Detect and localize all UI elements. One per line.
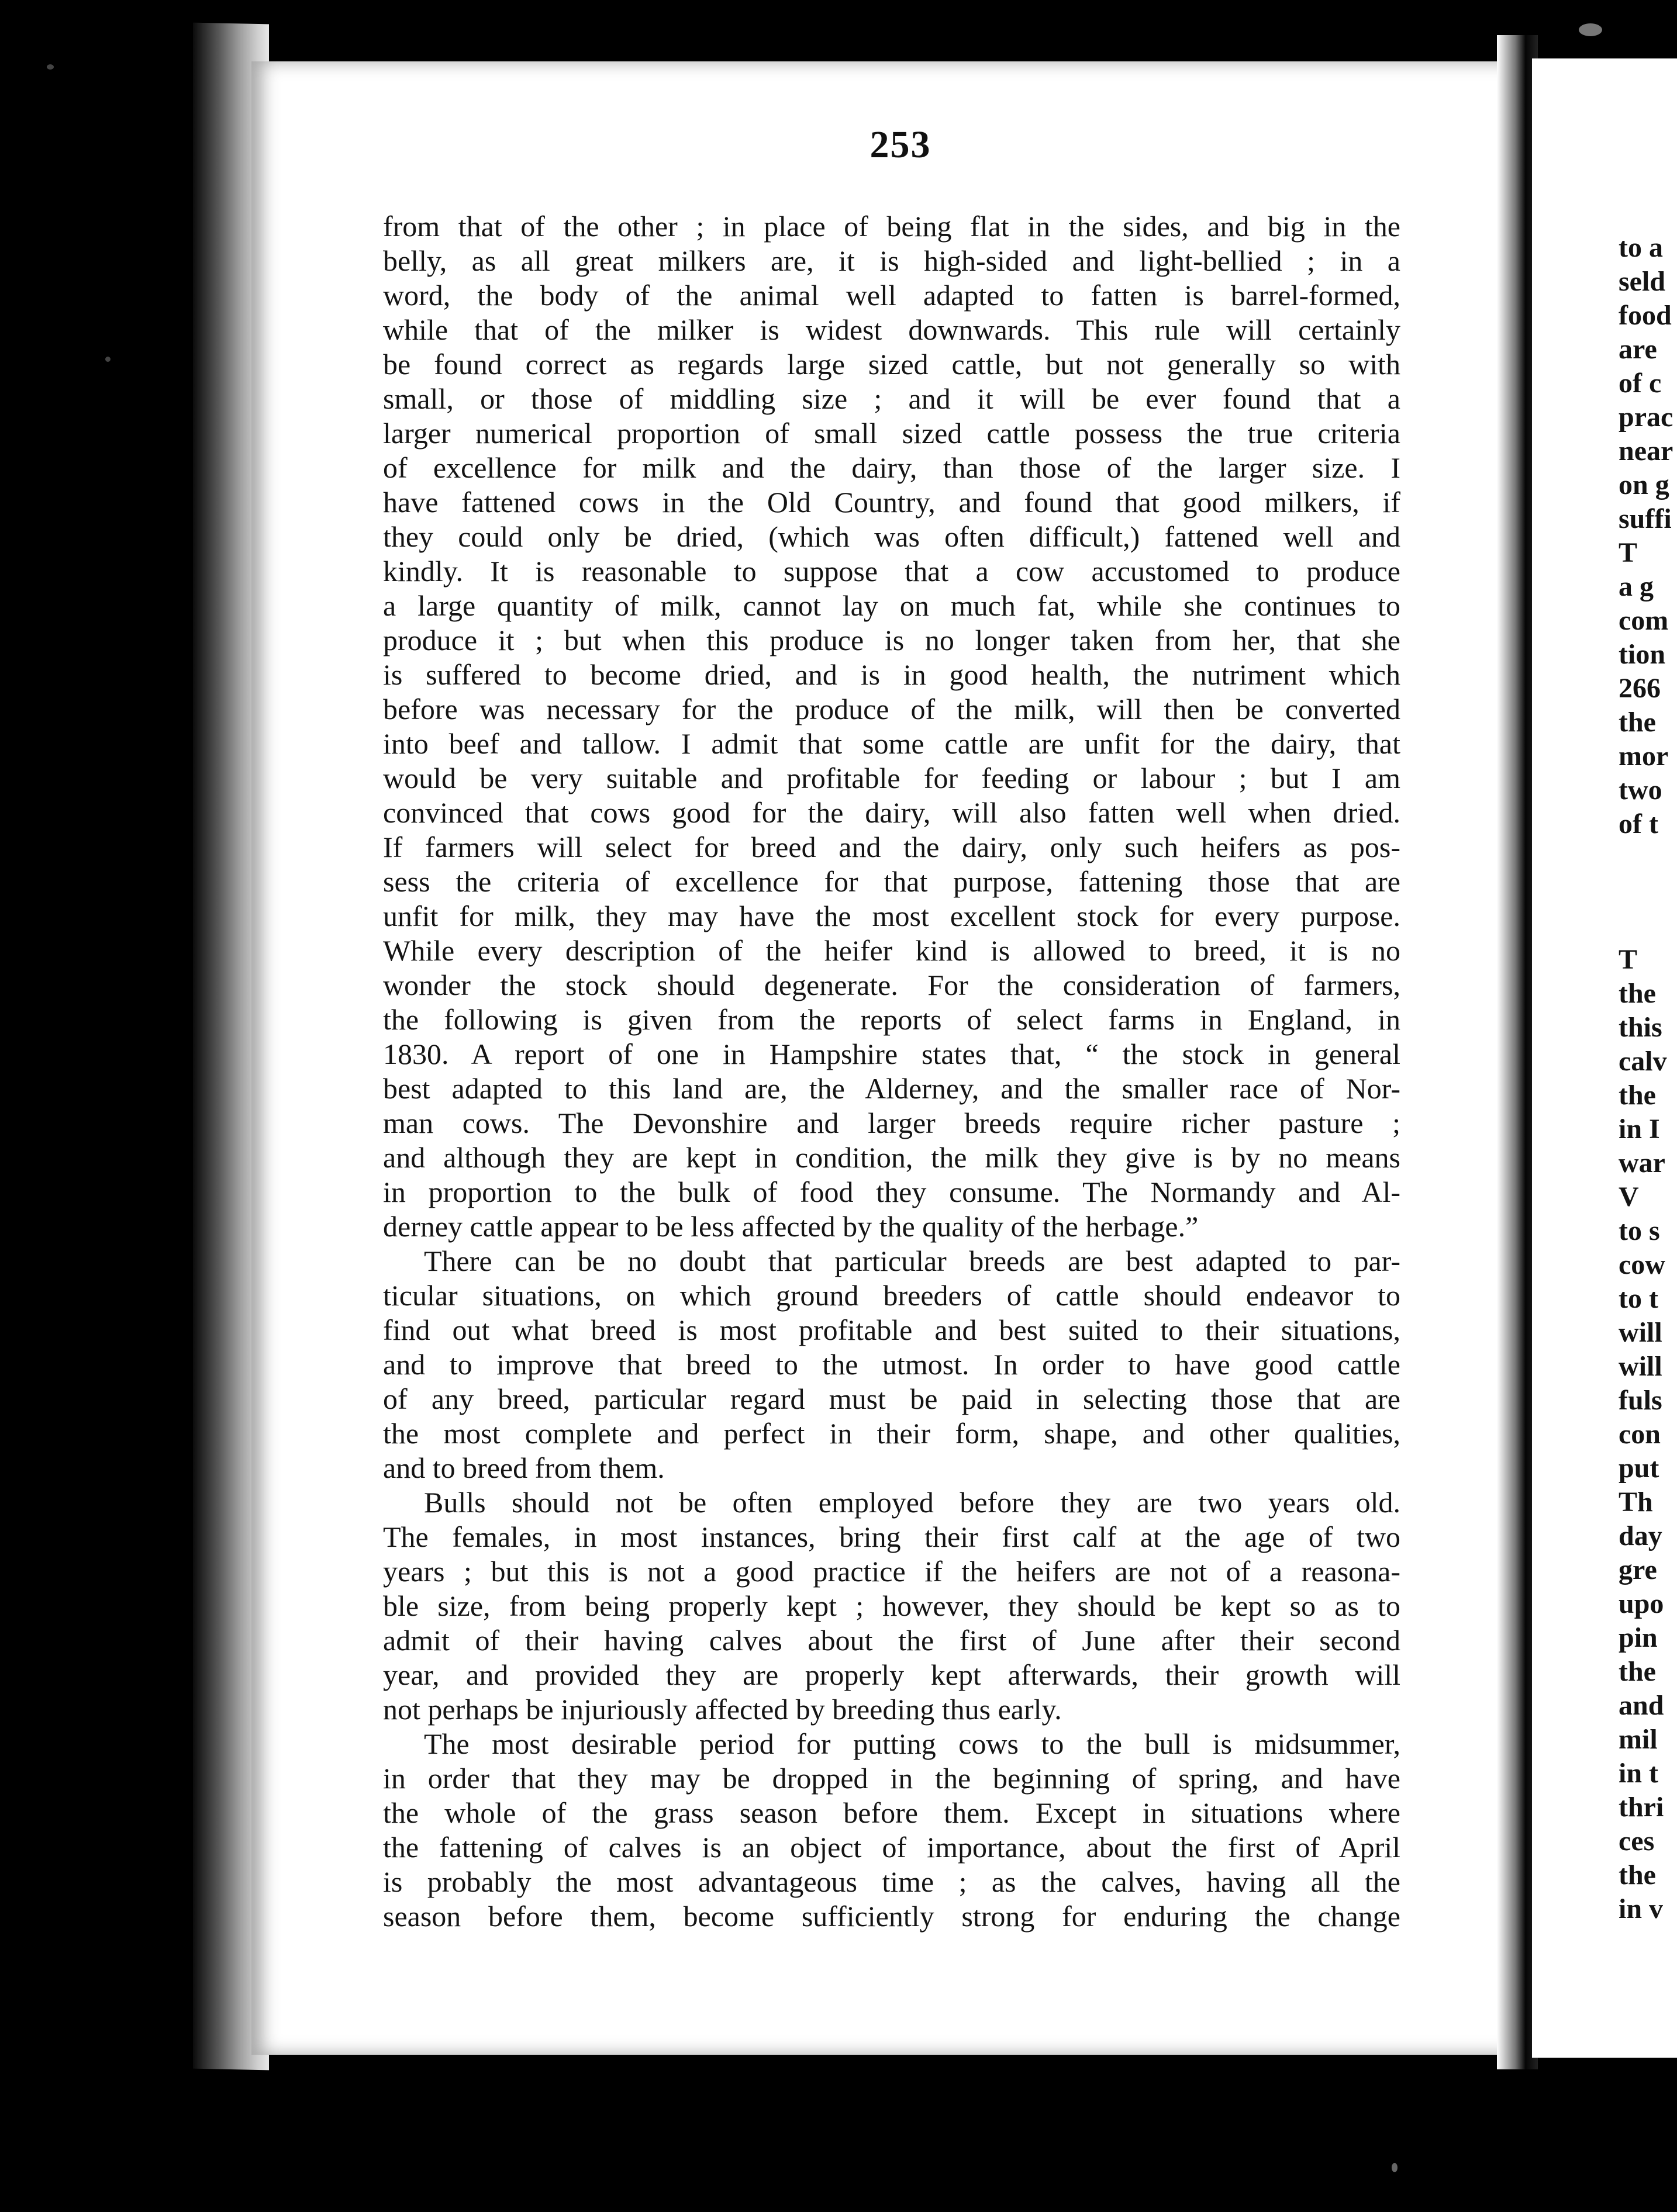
text-line: in proportion to the bulk of food they consume. The Normandy and Al- [383, 1176, 1400, 1208]
text-line: the most complete and perfect in their form, shape, and other qualities, [383, 1417, 1400, 1450]
text-line: best adapted to this land are, the Alderney, and the smaller race of Nor- [383, 1072, 1400, 1105]
text-line: and although they are kept in condition, the milk they give is by no means [383, 1141, 1400, 1174]
text-line: the fattening of calves is an object of importance, about the first of April [383, 1831, 1400, 1864]
text-line: ticular situations, on which ground breeders of cattle should endeavor to [383, 1279, 1400, 1312]
text-line: belly, as all great milkers are, it is high-sided and light-bellied ; in a [383, 244, 1400, 277]
text-line: the following is given from the reports of select farms in England, in [383, 1003, 1400, 1036]
text-line: before was necessary for the produce of the milk, will then be converted [383, 693, 1400, 725]
text-line: and to improve that breed to the utmost. In order to have good cattle [383, 1348, 1400, 1381]
right-page-fragment: on g [1619, 469, 1669, 500]
right-page-fragment [1619, 841, 1677, 875]
text-line: into beef and tallow. I admit that some cattle are unfit for the dairy, that [383, 727, 1400, 760]
right-page-fragment: the [1619, 1080, 1656, 1111]
right-page-fragment: near [1619, 436, 1673, 466]
text-line: kindly. It is reasonable to suppose that a cow accustomed to produce [383, 555, 1400, 587]
text-line: convinced that cows good for the dairy, will also fatten well when dried. [383, 796, 1400, 829]
right-page-fragment: T [1619, 944, 1638, 975]
text-line: produce it ; but when this produce is no longer taken from her, that she [383, 624, 1400, 656]
text-line: have fattened cows in the Old Country, and found that good milkers, if [383, 486, 1400, 519]
text-line: small, or those of middling size ; and it will be ever found that a [383, 382, 1400, 415]
text-line: Bulls should not be often employed before they are two years old. [424, 1486, 1400, 1519]
right-page-fragment: to t [1619, 1283, 1658, 1314]
right-page-fragment: put [1619, 1453, 1659, 1484]
text-line: man cows. The Devonshire and larger breeds require richer pasture ; [383, 1107, 1400, 1139]
scan-speck [47, 64, 54, 70]
right-page-fragment: this [1619, 1012, 1662, 1043]
text-line: while that of the milker is widest downwards. This rule will certainly [383, 313, 1400, 346]
text-line: a large quantity of milk, cannot lay on much fat, while she continues to [383, 589, 1400, 622]
right-page-fragment: in v [1619, 1893, 1664, 1924]
right-page-fragment: upo [1619, 1588, 1664, 1619]
text-line: the whole of the grass season before them. Except in situations where [383, 1796, 1400, 1829]
right-page-fragment: cow [1619, 1249, 1665, 1280]
text-line: would be very suitable and profitable for feeding or labour ; but I am [383, 762, 1400, 794]
text-line: sess the criteria of excellence for that purpose, fattening those that are [383, 865, 1400, 898]
right-page-fragment: in I [1619, 1114, 1660, 1145]
right-page-fragment: of c [1619, 368, 1662, 399]
text-line: larger numerical proportion of small sized cattle possess the true criteria [383, 417, 1400, 450]
right-page-fragment: a g [1619, 571, 1654, 602]
scan-speck [1579, 23, 1602, 36]
text-line: be found correct as regards large sized cattle, but not generally so with [383, 348, 1400, 381]
right-page-fragment: mor [1619, 741, 1669, 772]
text-line: not perhaps be injuriously affected by breeding thus early. [383, 1693, 1062, 1726]
text-line: they could only be dried, (which was often difficult,) fattened well and [383, 520, 1400, 553]
text-line: is suffered to become dried, and is in good health, the nutriment which [383, 658, 1400, 691]
text-line: year, and provided they are properly kept afterwards, their growth will [383, 1658, 1400, 1691]
text-line: The females, in most instances, bring their first calf at the age of two [383, 1520, 1400, 1553]
right-page-fragment: will [1619, 1317, 1662, 1348]
right-page-fragment: T [1619, 537, 1638, 568]
right-page-fragment: tion [1619, 639, 1666, 670]
right-page-fragment: two [1619, 775, 1662, 806]
text-line: 1830. A report of one in Hampshire states that, “ the stock in general [383, 1038, 1400, 1070]
right-page-fragment: V [1619, 1181, 1639, 1212]
right-page-fragment: day [1619, 1520, 1662, 1551]
page-number: 253 [869, 123, 931, 166]
right-page-fragment: con [1619, 1419, 1661, 1450]
right-page-fragment: seld [1619, 266, 1666, 297]
text-line: unfit for milk, they may have the most excellent stock for every purpose. [383, 900, 1400, 932]
text-line: If farmers will select for breed and the dairy, only such heifers as pos- [383, 831, 1400, 863]
right-page-fragment: suffi [1619, 503, 1672, 534]
right-page-fragment: mil [1619, 1724, 1658, 1755]
right-page-fragment: to a [1619, 232, 1663, 263]
right-page-fragment [1619, 875, 1677, 909]
text-line: While every description of the heifer kind is allowed to breed, it is no [383, 934, 1400, 967]
text-line: word, the body of the animal well adapted to fatten is barrel-formed, [383, 279, 1400, 312]
body-text [383, 209, 1400, 1934]
right-page-fragment: the [1619, 1656, 1656, 1687]
scan-speck [105, 357, 111, 362]
right-page-fragment: pin [1619, 1622, 1658, 1653]
right-page-fragment: gre [1619, 1554, 1657, 1585]
text-line: years ; but this is not a good practice if the heifers are not of a reasona- [383, 1555, 1400, 1588]
text-line: season before them, become sufficiently strong for enduring the change [383, 1900, 1400, 1933]
right-page-text-fragments [1619, 231, 1677, 1926]
right-page-fragment: food [1619, 300, 1672, 331]
right-page-fragment: calv [1619, 1046, 1667, 1077]
right-page-fragment: Th [1619, 1487, 1653, 1518]
text-line: of any breed, particular regard must be paid in selecting those that are [383, 1382, 1400, 1415]
right-page-fragment: are [1619, 334, 1657, 365]
text-line: and to breed from them. [383, 1451, 665, 1484]
right-page-fragment: the [1619, 1860, 1656, 1890]
right-page-fragment: of t [1619, 808, 1658, 839]
right-page-fragment: in t [1619, 1758, 1659, 1789]
right-page-fragment: the [1619, 707, 1656, 738]
text-line: There can be no doubt that particular breeds are best adapted to par- [424, 1245, 1400, 1277]
text-line: derney cattle appear to be less affected by the quality of the herbage.” [383, 1210, 1199, 1243]
text-line: of excellence for milk and the dairy, than those of the larger size. I [383, 451, 1400, 484]
right-page-fragment: 266 [1619, 673, 1661, 704]
right-page-fragment: and [1619, 1690, 1664, 1721]
text-line: from that of the other ; in place of being flat in the sides, and big in the [383, 210, 1400, 243]
right-page-fragment: prac [1619, 402, 1673, 433]
text-line: admit of their having calves about the first of June after their second [383, 1624, 1400, 1657]
text-line: ble size, from being properly kept ; however, they should be kept so as to [383, 1589, 1400, 1622]
right-page-fragment: ces [1619, 1826, 1655, 1857]
right-page-fragment [1619, 909, 1677, 943]
text-line: is probably the most advantageous time ; as the calves, having all the [383, 1865, 1400, 1898]
right-page-fragment: thri [1619, 1792, 1664, 1823]
right-page-fragment: will [1619, 1351, 1662, 1382]
right-page-fragment: war [1619, 1148, 1665, 1178]
right-page-fragment: to s [1619, 1215, 1660, 1246]
text-line: The most desirable period for putting cows to the bull is midsummer, [424, 1727, 1400, 1760]
text-line: find out what breed is most profitable and best suited to their situations, [383, 1314, 1400, 1346]
right-page-fragment: fuls [1619, 1385, 1662, 1416]
right-page-fragment: the [1619, 978, 1656, 1009]
text-line: in order that they may be dropped in the beginning of spring, and have [383, 1762, 1400, 1795]
right-page-fragment: com [1619, 605, 1669, 636]
scan-speck [1392, 2163, 1398, 2172]
text-line: wonder the stock should degenerate. For the consideration of farmers, [383, 969, 1400, 1001]
